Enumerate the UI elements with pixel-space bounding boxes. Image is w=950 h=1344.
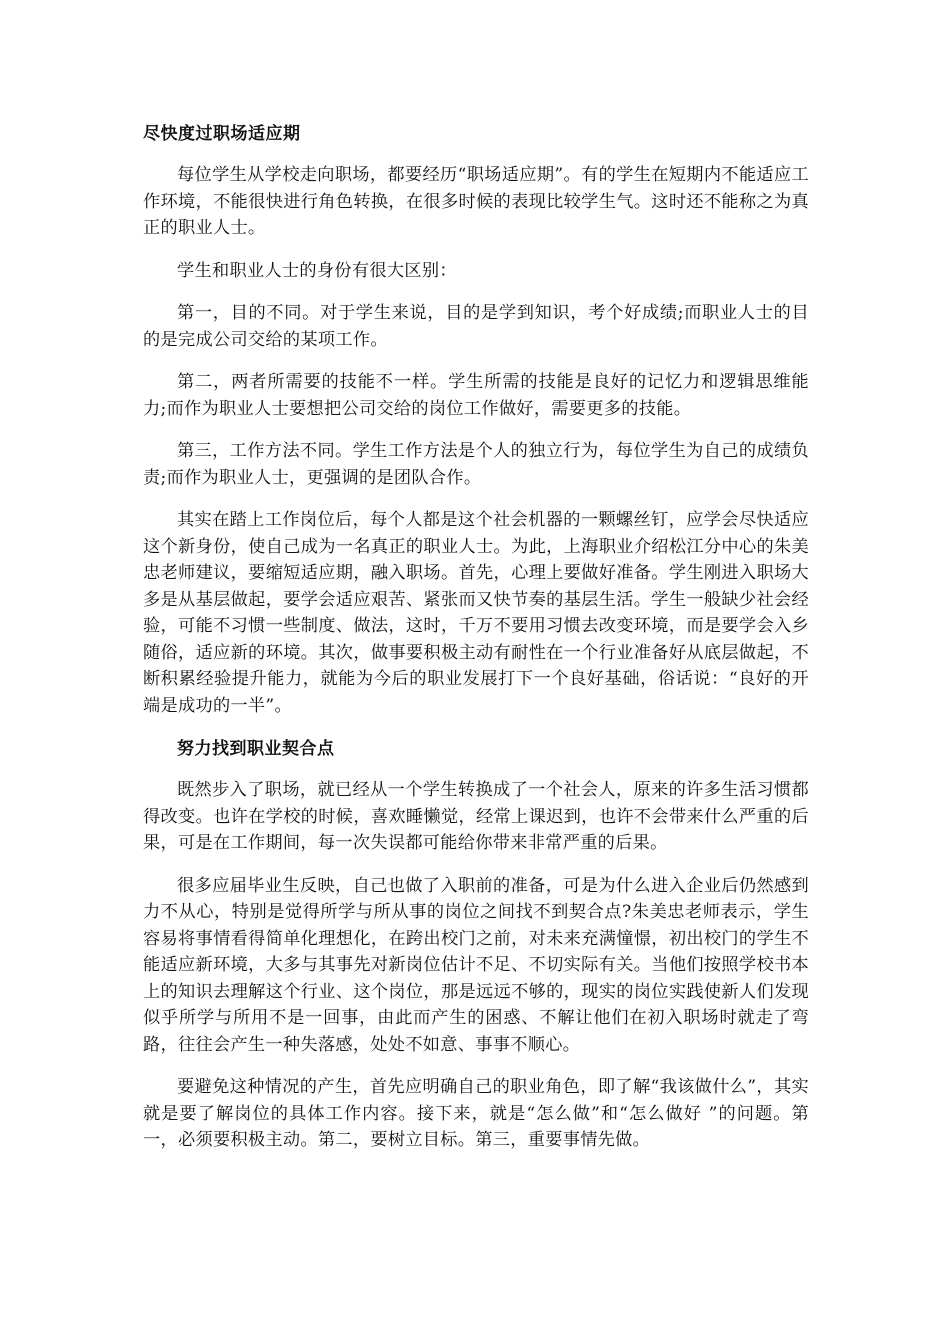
paragraph-point-one: 第一，目的不同。对于学生来说，目的是学到知识，考个好成绩;而职业人士的目的是完成公司交给的某项工作。 xyxy=(143,303,809,350)
paragraph-identity-difference: 学生和职业人士的身份有很大区别： xyxy=(177,260,457,281)
paragraph-point-two: 第二，两者所需要的技能不一样。学生所需的技能是良好的记忆力和逻辑思维能力;而作为职业人士要想把公司交给的岗位工作做好，需要更多的技能。 xyxy=(143,372,809,419)
paragraph-advice: 其实在踏上工作岗位后，每个人都是这个社会机器的一颗螺丝钉，应学会尽快适应这个新身份，使自己成为一名真正的职业人士。为此，上海职业介绍松江分中心的朱美忠老师建议，要缩短适应期，融入职场。首先，心理上要做好准备。学生刚进入职场大多是从基层做起，要学会适应艰苦、紧张而又快节奏的基层生活。学生一般缺少社会经验，可能不习惯一些制度、做法，这时，千万不要用习惯去改变环境，而是要学会入乡随俗，适应新的环境。其次，做事要积极主动有耐性在一个行业准备好从底层做起，不断积累经验提升能力，就能为今后的职业发展打下一个良好基础，俗话说：“良好的开端是成功的一半”。 xyxy=(143,510,809,716)
paragraph-graduates: 很多应届毕业生反映，自己也做了入职前的准备，可是为什么进入企业后仍然感到力不从心，特别是觉得所学与所从事的岗位之间找不到契合点?朱美忠老师表示，学生容易将事情看得简单化理想化，在跨出校门之前，对未来充满憧憬，初出校门的学生不能适应新环境，大多与其事先对新岗位估计不足、不切实际有关。当他们按照学校书本上的知识去理解这个行业、这个岗位，那是远远不够的，现实的岗位实践使新人们发现似乎所学与所用不是一回事，由此而产生的困惑、不解让他们在初入职场时就走了弯路，往往会产生一种失落感，处处不如意、事事不顺心。 xyxy=(143,875,809,1055)
document-page xyxy=(143,120,809,1170)
section-heading-fit-point: 努力找到职业契合点 xyxy=(177,739,335,759)
section-heading-adaptation: 尽快度过职场适应期 xyxy=(143,124,301,144)
paragraph-intro: 每位学生从学校走向职场，都要经历“职场适应期”。有的学生在短期内不能适应工作环境，不能很快进行角色转换，在很多时候的表现比较学生气。这时还不能称之为真正的职业人士。 xyxy=(143,165,809,238)
paragraph-habits: 既然步入了职场，就已经从一个学生转换成了一个社会人，原来的许多生活习惯都得改变。也许在学校的时候，喜欢睡懒觉，经常上课迟到，也许不会带来什么严重的后果，可是在工作期间，每一次失误都可能给你带来非常严重的后果。 xyxy=(143,780,809,853)
paragraph-point-three: 第三，工作方法不同。学生工作方法是个人的独立行为，每位学生为自己的成绩负责;而作为职业人士，更强调的是团队合作。 xyxy=(143,441,809,488)
paragraph-role: 要避免这种情况的产生，首先应明确自己的职业角色，即了解“我该做什么”，其实就是要了解岗位的具体工作内容。接下来，就是“怎么做”和“怎么做好 ”的问题。第一，必须要积极主动。第二，要树立目标。第三，重要事情先做。 xyxy=(143,1077,809,1150)
